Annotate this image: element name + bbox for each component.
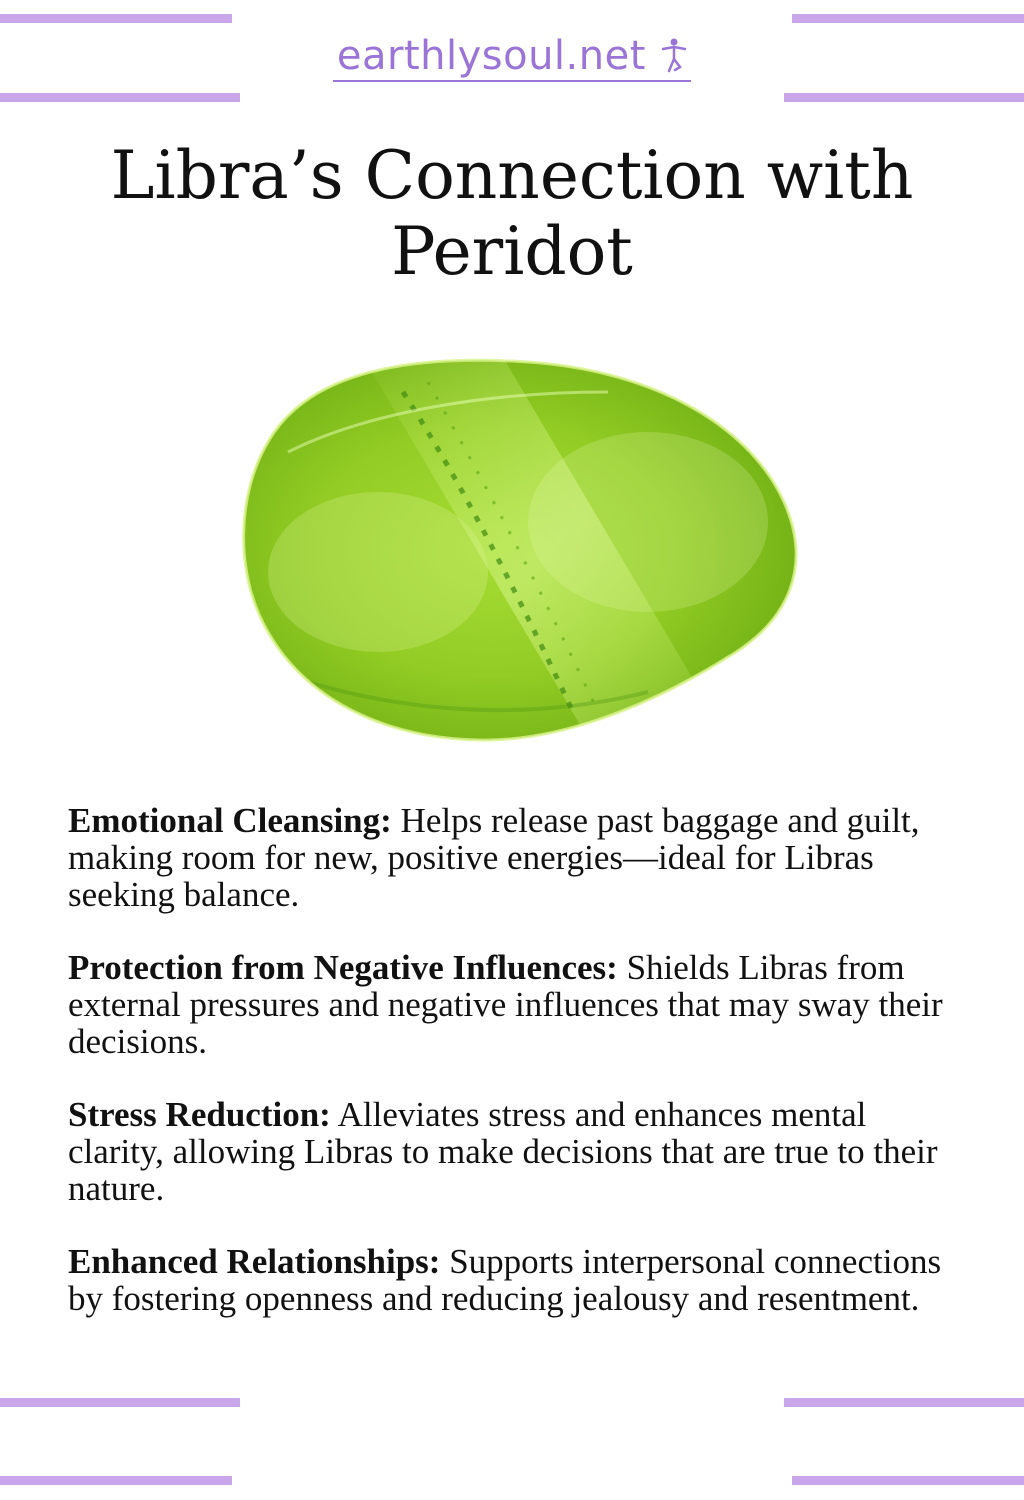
benefit-text: Shields Libras from external pressures and negative influences that may sway their decisions.	[68, 948, 943, 1061]
decorative-bar-bottom-left-2	[0, 1476, 232, 1485]
yoga-figure-icon	[661, 37, 687, 73]
benefit-label: Protection from Negative Influences:	[68, 948, 618, 987]
decorative-bar-bottom-right-2	[792, 1476, 1024, 1485]
benefit-label: Enhanced Relationships:	[68, 1242, 441, 1281]
benefit-text: Helps release past baggage and guilt, making room for new, positive energies—ideal for Libras seeking balance.	[68, 801, 920, 914]
decorative-bar-top-left-1	[0, 14, 232, 23]
benefit-text: Alleviates stress and enhances mental clarity, allowing Libras to make decisions that are true to their nature.	[68, 1095, 938, 1208]
benefit-label: Stress Reduction:	[68, 1095, 331, 1134]
benefit-enhanced-relationships	[68, 1243, 968, 1317]
logo-text: earthlysoul.net	[336, 33, 646, 79]
logo-underline	[333, 80, 691, 82]
decorative-bar-bottom-left-1	[0, 1398, 240, 1407]
decorative-bar-top-right-2	[784, 93, 1024, 102]
benefit-protection	[68, 949, 968, 1060]
site-logo[interactable]	[0, 32, 1024, 82]
benefit-label: Emotional Cleansing:	[68, 801, 392, 840]
peridot-stone-image	[228, 352, 800, 746]
benefit-stress-reduction	[68, 1096, 968, 1207]
decorative-bar-top-left-2	[0, 93, 240, 102]
benefits-list	[68, 802, 968, 1353]
benefit-emotional-cleansing	[68, 802, 968, 913]
decorative-bar-top-right-1	[792, 14, 1024, 23]
decorative-bar-bottom-right-1	[784, 1398, 1024, 1407]
page-title: Libra’s Connection with Peridot	[110, 137, 914, 290]
benefit-text: Supports interpersonal connections by fostering openness and reducing jealousy and resentment.	[68, 1242, 942, 1318]
